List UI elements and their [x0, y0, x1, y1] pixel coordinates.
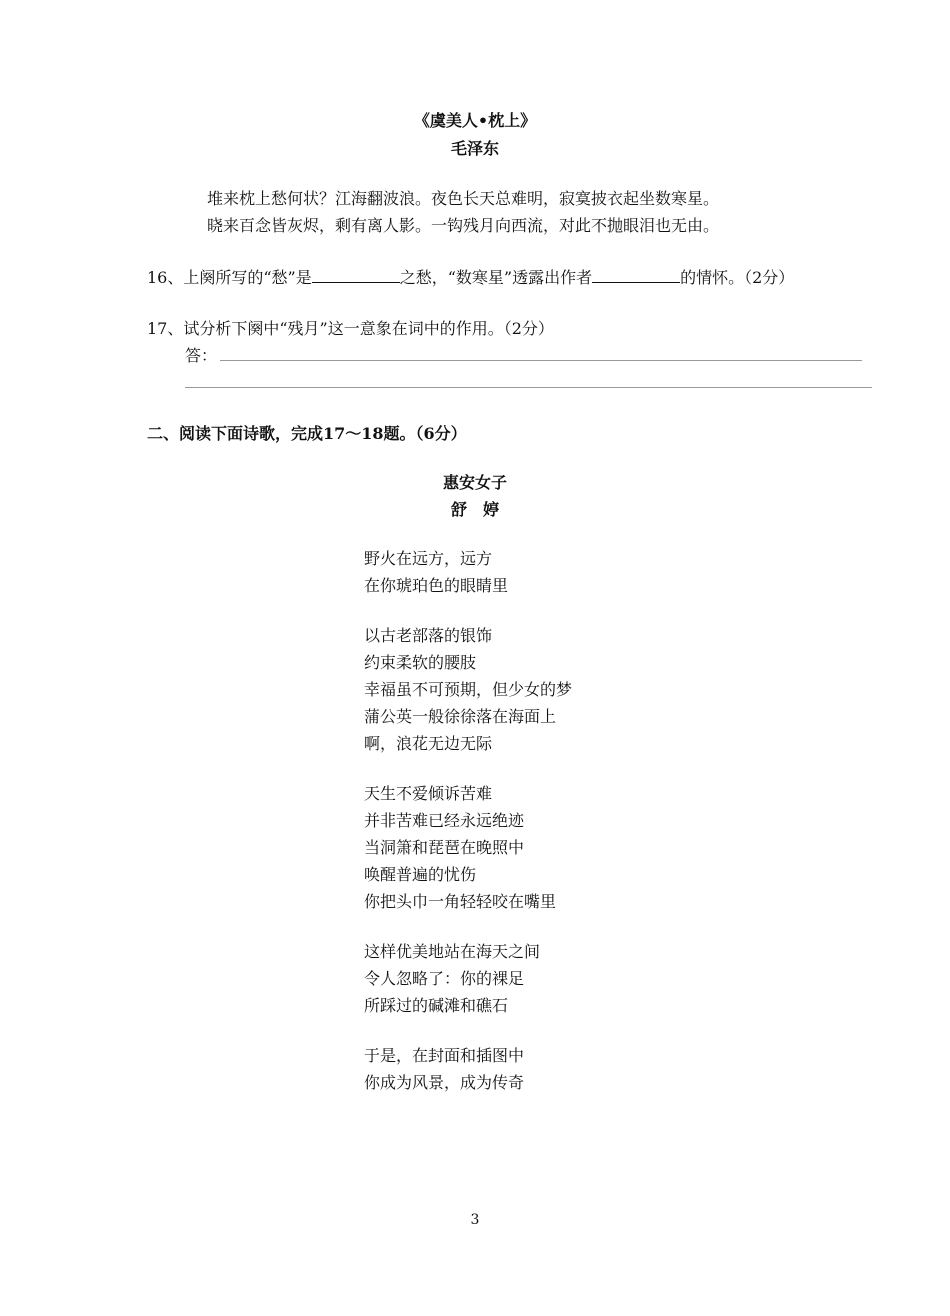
poem2-line: 并非苦难已经永远绝迹 [364, 811, 525, 830]
poem2-stanza [364, 780, 572, 915]
poem2-stanza [364, 1042, 572, 1096]
poem2-line: 于是，在封面和插图中 [364, 1046, 525, 1065]
question-16-part1: 16、上阕所写的“愁”是 [147, 268, 312, 287]
poem2-line: 你成为风景，成为传奇 [364, 1073, 525, 1092]
poem2-stanza [364, 938, 572, 1019]
poem2-line: 天生不爱倾诉苦难 [364, 784, 493, 803]
poem1-line-1: 堆来枕上愁何状？江海翻波浪。夜色长天总难明，寂寞披衣起坐数寒星。 [207, 189, 720, 208]
poem2-line: 唤醒普遍的忧伤 [364, 865, 477, 884]
poem2-stanza [364, 622, 572, 757]
question-16-part2: 之愁，“数寒星”透露出作者 [399, 268, 593, 287]
poem2-line: 你把头巾一角轻轻咬在嘴里 [364, 892, 557, 911]
poem2-line: 野火在远方，远方 [364, 549, 493, 568]
answer-line-2[interactable] [185, 387, 872, 388]
answer-blank-2[interactable] [592, 268, 680, 283]
question-16-part3: 的情怀。（2分） [680, 268, 795, 287]
poem1-author: 毛泽东 [450, 139, 499, 158]
section-2-heading: 二、阅读下面诗歌，完成17～18题。（6分） [147, 424, 467, 443]
poem2-line: 蒲公英一般徐徐落在海面上 [364, 707, 557, 726]
poem2-line: 幸福虽不可预期，但少女的梦 [364, 680, 573, 699]
answer-label: 答： [185, 346, 218, 365]
poem2-line: 以古老部落的银饰 [364, 626, 493, 645]
poem2-title: 惠安女子 [442, 473, 507, 492]
answer-line-1[interactable] [220, 360, 862, 361]
question-17: 17、试分析下阕中“残月”这一意象在词中的作用。（2分） [147, 319, 554, 338]
poem2-author: 舒 婷 [450, 500, 499, 519]
question-16 [147, 265, 794, 288]
poem2-line: 在你琥珀色的眼睛里 [364, 576, 509, 595]
poem2-body [364, 545, 572, 1119]
poem2-line: 所踩过的碱滩和礁石 [364, 996, 509, 1015]
poem2-line: 当洞箫和琵琶在晚照中 [364, 838, 525, 857]
poem2-line: 这样优美地站在海天之间 [364, 942, 541, 961]
answer-blank-1[interactable] [312, 268, 400, 283]
poem1-line-2: 晓来百念皆灰烬，剩有离人影。一钩残月向西流，对此不抛眼泪也无由。 [207, 216, 720, 235]
poem2-line: 啊，浪花无边无际 [364, 734, 493, 753]
page-number: 3 [470, 1212, 480, 1228]
poem2-stanza [364, 545, 572, 599]
poem1-title: 《虞美人•枕上》 [413, 111, 537, 130]
poem2-line: 约束柔软的腰肢 [364, 653, 477, 672]
poem2-line: 令人忽略了：你的裸足 [364, 969, 525, 988]
